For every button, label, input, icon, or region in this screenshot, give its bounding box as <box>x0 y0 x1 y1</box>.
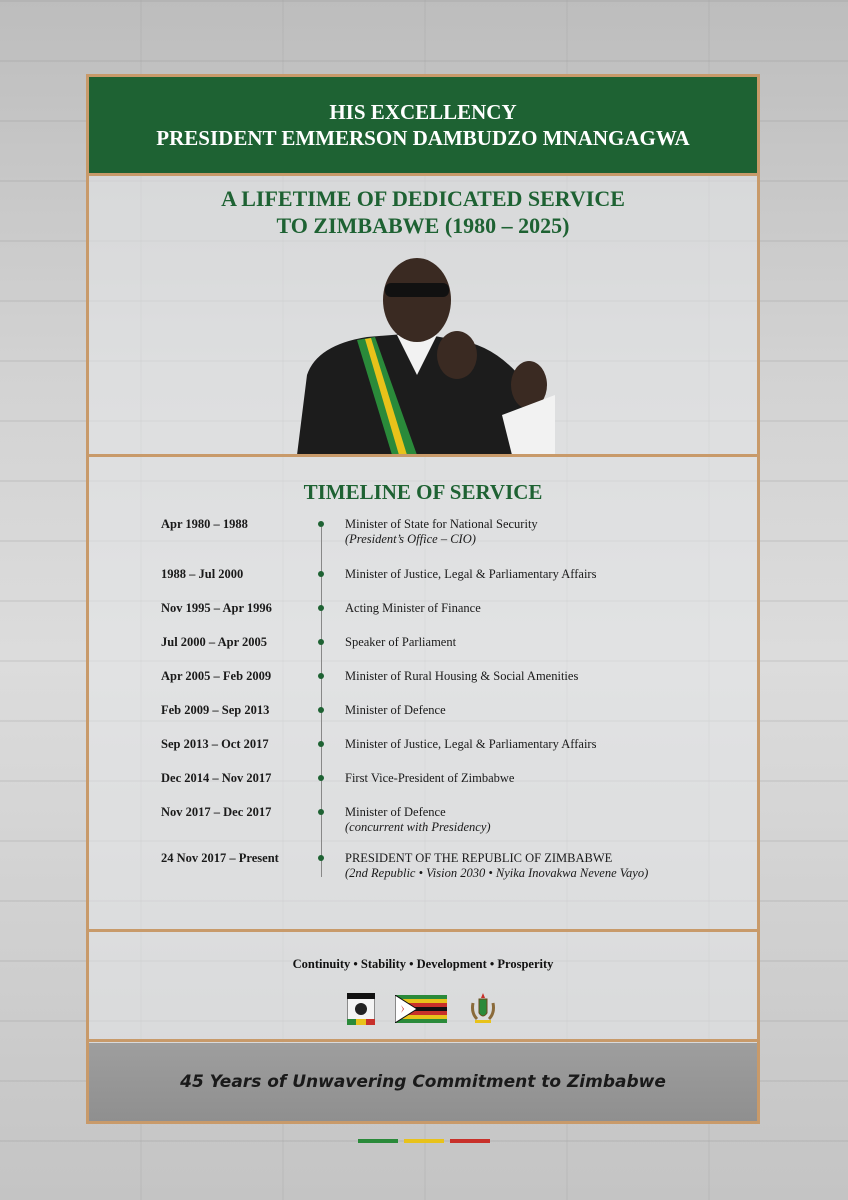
timeline-dot-icon <box>318 855 324 861</box>
entry-role-text: Minister of Defence <box>345 805 446 819</box>
timeline-dot-icon <box>318 521 324 527</box>
entry-note: (2nd Republic • Vision 2030 • Nyika Inovakwa Nevene Vayo) <box>345 866 649 880</box>
portrait-divider <box>89 454 757 457</box>
entry-role <box>345 635 745 650</box>
entry-role-text: PRESIDENT OF THE REPUBLIC OF ZIMBABWE <box>345 851 613 865</box>
timeline-dot-icon <box>318 741 324 747</box>
entry-role-text: Acting Minister of Finance <box>345 601 481 615</box>
timeline-line <box>321 527 322 877</box>
entry-role-text: Minister of Rural Housing & Social Amenities <box>345 669 579 683</box>
page-subtitle <box>89 185 757 239</box>
entry-date: Nov 2017 – Dec 2017 <box>161 805 272 819</box>
entry-role <box>345 703 745 718</box>
zimbabwe-flag-icon <box>395 995 447 1023</box>
entry-role <box>345 851 745 881</box>
tagline: Continuity • Stability • Development • Prosperity <box>292 957 554 971</box>
entry-date: Feb 2009 – Sep 2013 <box>161 703 270 717</box>
timeline-dot-icon <box>318 639 324 645</box>
header-name: PRESIDENT EMMERSON DAMBUDZO MNANGAGWA <box>156 126 690 150</box>
entry-date: Dec 2014 – Nov 2017 <box>161 771 272 785</box>
timeline-title: TIMELINE OF SERVICE <box>303 480 543 504</box>
flag-stripes <box>358 1139 490 1143</box>
entry-role <box>345 669 745 684</box>
entry-role <box>345 771 745 786</box>
coat-of-arms-icon <box>469 993 497 1025</box>
timeline-dot-icon <box>318 809 324 815</box>
entry-date: 1988 – Jul 2000 <box>161 567 244 581</box>
entry-role-text: Minister of State for National Security <box>345 517 538 531</box>
entry-role-text: Minister of Justice, Legal & Parliamentary Affairs <box>345 567 597 581</box>
timeline-dot-icon <box>318 775 324 781</box>
header-banner <box>89 77 757 173</box>
entry-role <box>345 737 745 752</box>
entry-date: Apr 2005 – Feb 2009 <box>161 669 272 683</box>
timeline-divider <box>89 929 757 932</box>
entry-note: (concurrent with Presidency) <box>345 820 491 834</box>
header-divider <box>89 173 757 176</box>
entry-role <box>345 805 745 835</box>
footer-banner: 45 Years of Unwavering Commitment to Zimbabwe <box>89 1043 757 1121</box>
emblem-row <box>89 993 757 1027</box>
entry-role <box>345 567 745 582</box>
header-honorific: HIS EXCELLENCY <box>329 100 517 124</box>
subtitle-line-1: A LIFETIME OF DEDICATED SERVICE <box>221 186 625 211</box>
entry-date: Sep 2013 – Oct 2017 <box>161 737 269 751</box>
entry-date: Nov 1995 – Apr 1996 <box>161 601 272 615</box>
party-logo-icon <box>347 993 375 1025</box>
president-portrait <box>297 245 555 455</box>
poster-frame <box>86 74 760 1124</box>
entry-role-text: First Vice-President of Zimbabwe <box>345 771 515 785</box>
entry-role <box>345 517 745 547</box>
entry-role-text: Minister of Justice, Legal & Parliamentary Affairs <box>345 737 597 751</box>
entry-date: Jul 2000 – Apr 2005 <box>161 635 268 649</box>
timeline-dot-icon <box>318 673 324 679</box>
entry-date: Apr 1980 – 1988 <box>161 517 248 531</box>
timeline-dot-icon <box>318 707 324 713</box>
entry-date: 24 Nov 2017 – Present <box>161 851 279 865</box>
footer-divider <box>89 1039 757 1042</box>
subtitle-line-2: TO ZIMBABWE (1980 – 2025) <box>276 213 570 238</box>
entry-role-text: Minister of Defence <box>345 703 446 717</box>
timeline-dot-icon <box>318 571 324 577</box>
entry-role <box>345 601 745 616</box>
timeline-dot-icon <box>318 605 324 611</box>
entry-note: (President’s Office – CIO) <box>345 532 476 546</box>
entry-role-text: Speaker of Parliament <box>345 635 457 649</box>
